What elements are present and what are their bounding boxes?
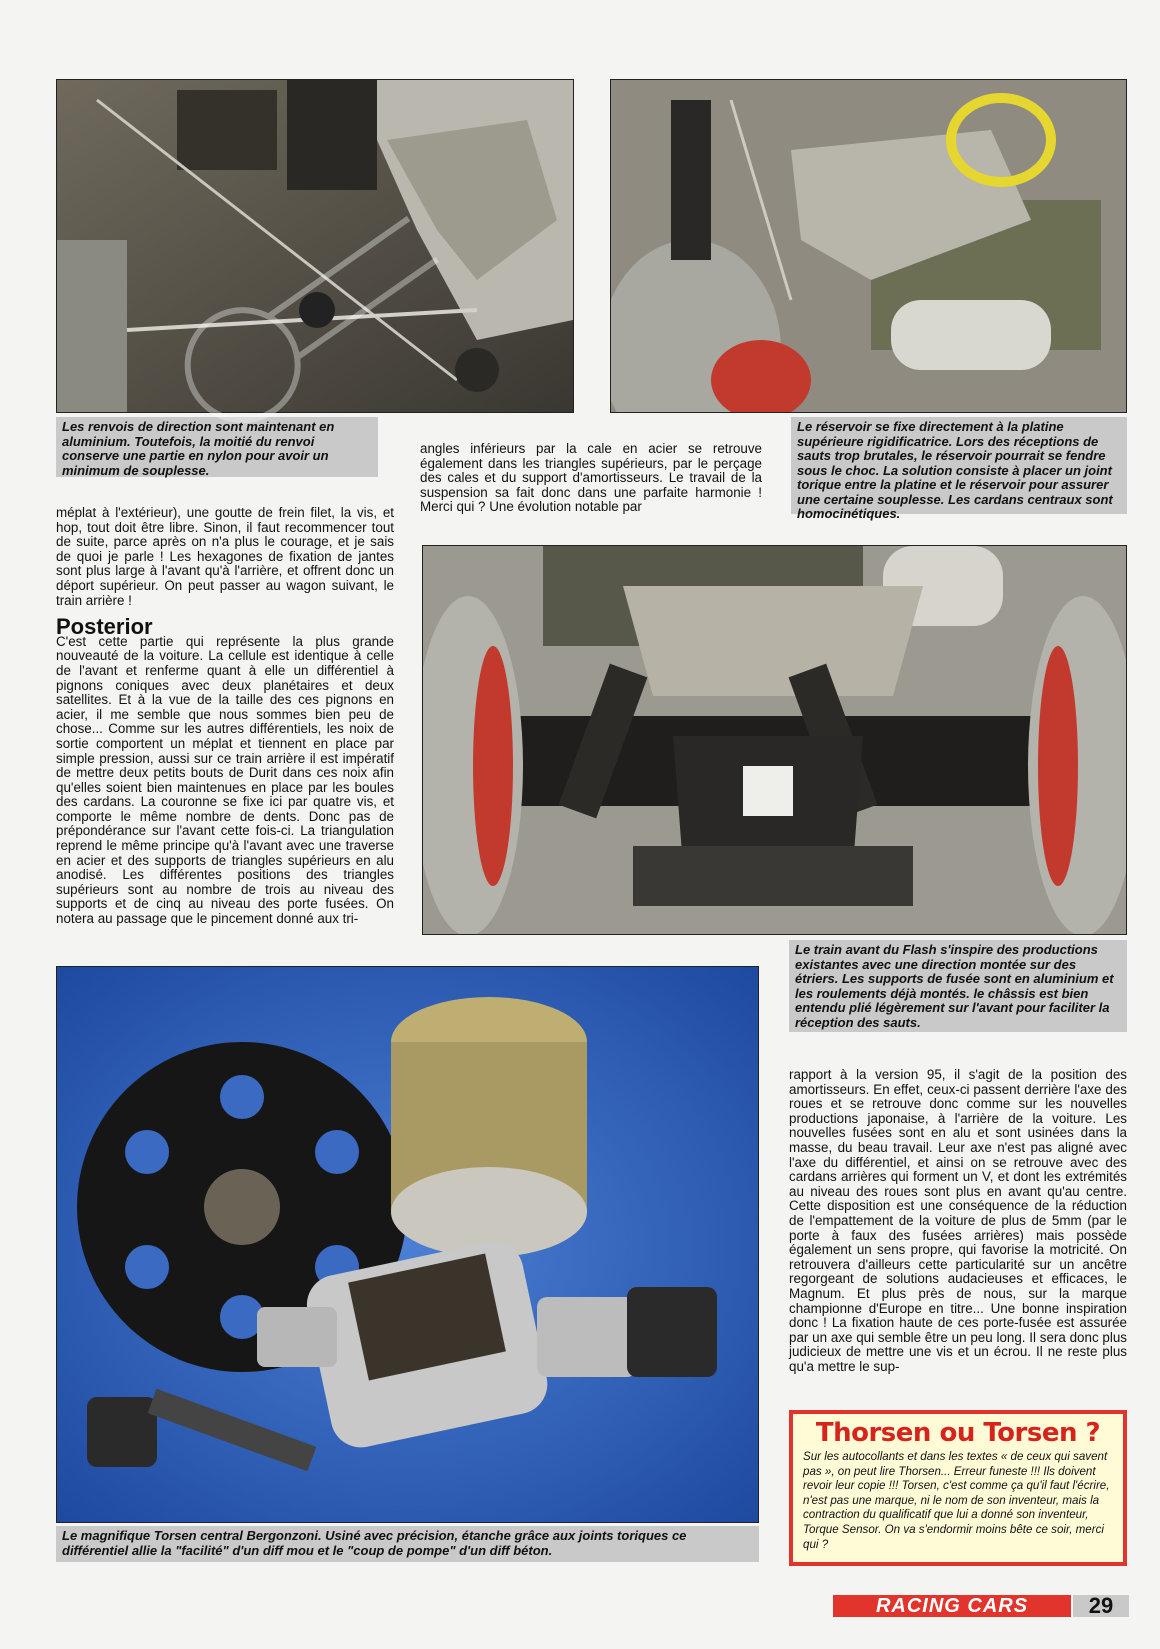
article-posterior-paragraph: C'est cette partie qui représente la plus grande nouveauté de la voiture. La cellule est identique à celle de l'avant et renferme quant à elle un différentiel à pignons coniques avec deux planétaires et deux satellites. Et à la vue de la taille des ces pignons en acier, il me semble que nous sommes bien peu de chose... Comme sur les autres différentiels, les noix de sortie comportent un méplat et tiennent en place par simple pression, aussi sur ce train arrière il est impératif de mettre deux petits bouts de Durit dans ces noix afin qu'elles soient bien maintenues en place par les boules des cardans. La couronne se fixe ici par quatre vis, et comporte le même nombre de dents. Donc pas de prépondérance sur l'avant cette fois-ci. La triangulation reprend le même principe qu'à l'avant avec une traverse en acier et des supports de triangles supérieurs en alu anodisé. Les différentes positions des triangles supérieurs sont au nombre de trois au niveau des supports et de cinq au niveau des porte fusées. On notera au passage que le pincement donné aux tri- xyxy=(56,633,394,927)
caption-torsen-differential: Le magnifique Torsen central Bergonzoni. Usiné avec précision, étanche grâce aux joints toriques ce différentiel allie la "facilité" d'un diff mou et le "coup de pompe" d'un diff béton. xyxy=(56,1526,759,1562)
sidebar-body: Sur les autocollants et dans les textes « de ceux qui savent pas », on peut lire Thorsen... Erreur funeste !!! Ils doivent revoir leur copie !!! Torsen, c'est comme ça qu'il faut l'écrire, n'est pas une marque, ni le nom de son inventeur, mais la contraction du qualificatif que lui a donné son inventeur, Torque Sensor. On va s'endormir moins bête ce soir, merci qui ? xyxy=(803,1450,1110,1551)
article-column-2 xyxy=(420,441,762,515)
caption-front-train: Le train avant du Flash s'inspire des productions existantes avec une direction montée sur des étriers. Les supports de fusée sont en aluminium et les roulements déjà montés. le châssis est bien entendu plié légèrement sur l'avant pour faciliter la réception des sauts. xyxy=(789,940,1127,1032)
article-column-1 xyxy=(56,506,394,936)
section-heading: Posterior xyxy=(56,614,153,640)
article-column-3 xyxy=(789,1068,1127,1408)
caption-fuel-tank: Le réservoir se fixe directement à la platine supérieure rigidificatrice. Lors des réceptions de sauts trop brutales, le réservoir pourrait se fendre sous le choc. La solution consiste à placer un joint torique entre la platine et le réservoir pour assurer une certaine souplesse. Les cardans centraux sont homocinétiques. xyxy=(791,417,1127,514)
page-number: 29 xyxy=(1073,1595,1129,1617)
photo-steering-linkage xyxy=(56,79,574,413)
photo-torsen-differential xyxy=(56,966,759,1523)
article-continuation-paragraph: angles inférieurs par la cale en acier se retrouve également dans les triangles supérieurs, par le perçage des cales et du support d'amortisseurs. Le travail de la suspension sa fait donc dans une parfaite harmonie ! Merci qui ? Une évolution notable par xyxy=(420,441,762,515)
sidebar-thorsen-box xyxy=(789,1410,1127,1566)
photo-steering-linkage-image xyxy=(57,80,573,412)
photo-fuel-tank xyxy=(610,79,1127,413)
sidebar-title: Thorsen ou Torsen ? xyxy=(815,1418,1101,1448)
footer-magazine-logo: RACING CARS xyxy=(833,1595,1071,1617)
photo-front-train-image xyxy=(423,546,1126,934)
photo-front-train xyxy=(422,545,1127,935)
caption-steering-linkage: Les renvois de direction sont maintenant en aluminium. Toutefois, la moitié du renvoi conserve une partie en nylon pour avoir un minimum de souplesse. xyxy=(56,417,378,477)
article-shock-position-paragraph: rapport à la version 95, il s'agit de la position des amortisseurs. En effet, ceux-ci passent derrière l'axe des roues et se retrouve donc comme sur les nouvelles productions japonaise, à l'arrière de la voiture. Les nouvelles fusées sont en alu et sont usinées dans la masse, du beau travail. Leur axe n'est pas aligné avec l'axe du différentiel, et ainsi on se retrouve avec des cardans arrières qui forment un V, et dont les extrémités au niveau des roues sont plus en avant qu'au centre. Cette disposition est une conséquence de la réduction de l'empattement de la voiture de plus de 5mm (par le porte à faux des fusées arrières) mais possède également un sens propre, qui favorise la motricité. On retrouvera d'ailleurs cette particularité sur un ancêtre regorgeant de solutions audacieuses et efficaces, le Magnum. Et plus près de nous, sur la marque championne d'Europe en titre... Une bonne inspiration donc ! La fixation haute de ces porte-fusée est assurée par un axe qui semble être un peu long. Il sera donc plus judicieux de mettre une vis et un écrou. Il ne reste plus qu'a mettre le sup- xyxy=(789,1067,1127,1374)
photo-torsen-differential-image xyxy=(57,967,758,1522)
photo-fuel-tank-image xyxy=(611,80,1126,412)
article-intro-paragraph: méplat à l'extérieur), une goutte de frein filet, la vis, et hop, tout doit être libre. Sinon, il faut recommencer tout de suite, parce après on n'a plus le courage, et je sais de quoi je parle ! Les hexagones de fixation de jantes sont plus large à l'avant qu'à l'arrière, et offrent donc un déport supérieur. On peut passer au wagon suivant, le train arrière ! xyxy=(56,505,394,608)
